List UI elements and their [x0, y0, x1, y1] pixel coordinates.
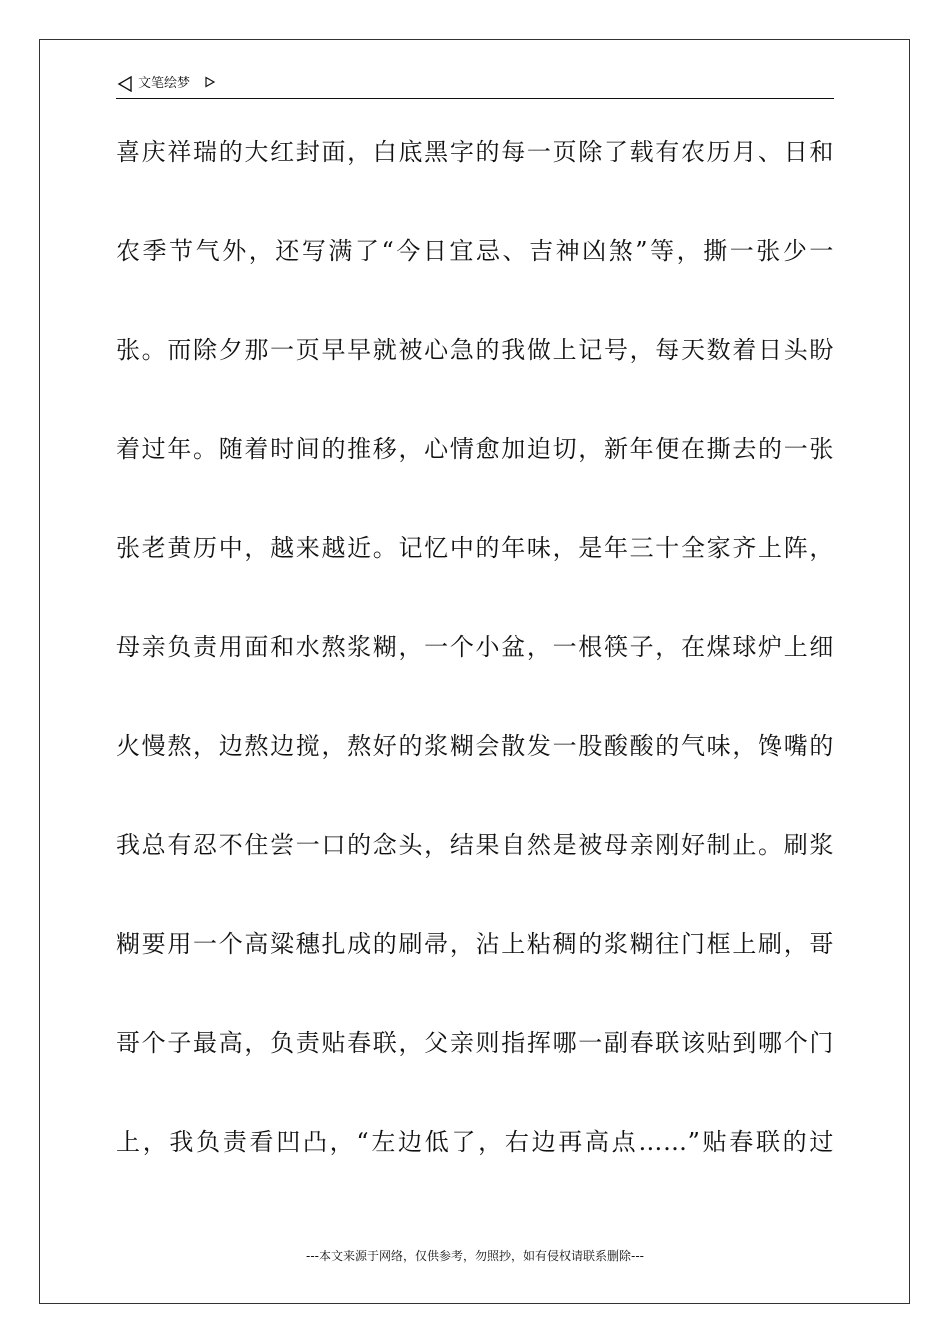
text-line: 母亲负责用面和水熬浆糊，一个小盆，一根筷子，在煤球炉上细: [116, 633, 834, 661]
text-line: 糊要用一个高粱穗扎成的刷帚，沾上粘稠的浆糊往门框上刷，哥: [116, 930, 834, 958]
text-line: 哥个子最高，负责贴春联，父亲则指挥哪一副春联该贴到哪个门: [116, 1029, 834, 1057]
page-header: [116, 72, 834, 99]
text-line: 张。而除夕那一页早早就被心急的我做上记号，每天数着日头盼: [116, 336, 834, 364]
body-text: [116, 128, 834, 1217]
left-triangle-icon: [116, 75, 134, 93]
text-line: 火慢熬，边熬边搅，熬好的浆糊会散发一股酸酸的气味，馋嘴的: [116, 732, 834, 760]
text-line: 着过年。随着时间的推移，心情愈加迫切，新年便在撕去的一张: [116, 435, 834, 463]
text-line: 我总有忍不住尝一口的念头，结果自然是被母亲刚好制止。刷浆: [116, 831, 834, 859]
text-line: 喜庆祥瑞的大红封面，白底黑字的每一页除了载有农历月、日和: [116, 138, 834, 166]
text-line: 上，我负责看凹凸，“左边低了，右边再高点……”贴春联的过: [116, 1128, 834, 1156]
text-line: 农季节气外，还写满了“今日宜忌、吉神凶煞”等，撕一张少一: [116, 237, 834, 265]
header-title: 文笔绘梦: [138, 76, 191, 91]
right-triangle-icon: [204, 76, 216, 88]
footer-disclaimer: ---本文来源于网络，仅供参考，勿照抄，如有侵权请联系删除---: [306, 1249, 644, 1263]
text-line: 张老黄历中，越来越近。记忆中的年味，是年三十全家齐上阵，: [116, 534, 834, 562]
